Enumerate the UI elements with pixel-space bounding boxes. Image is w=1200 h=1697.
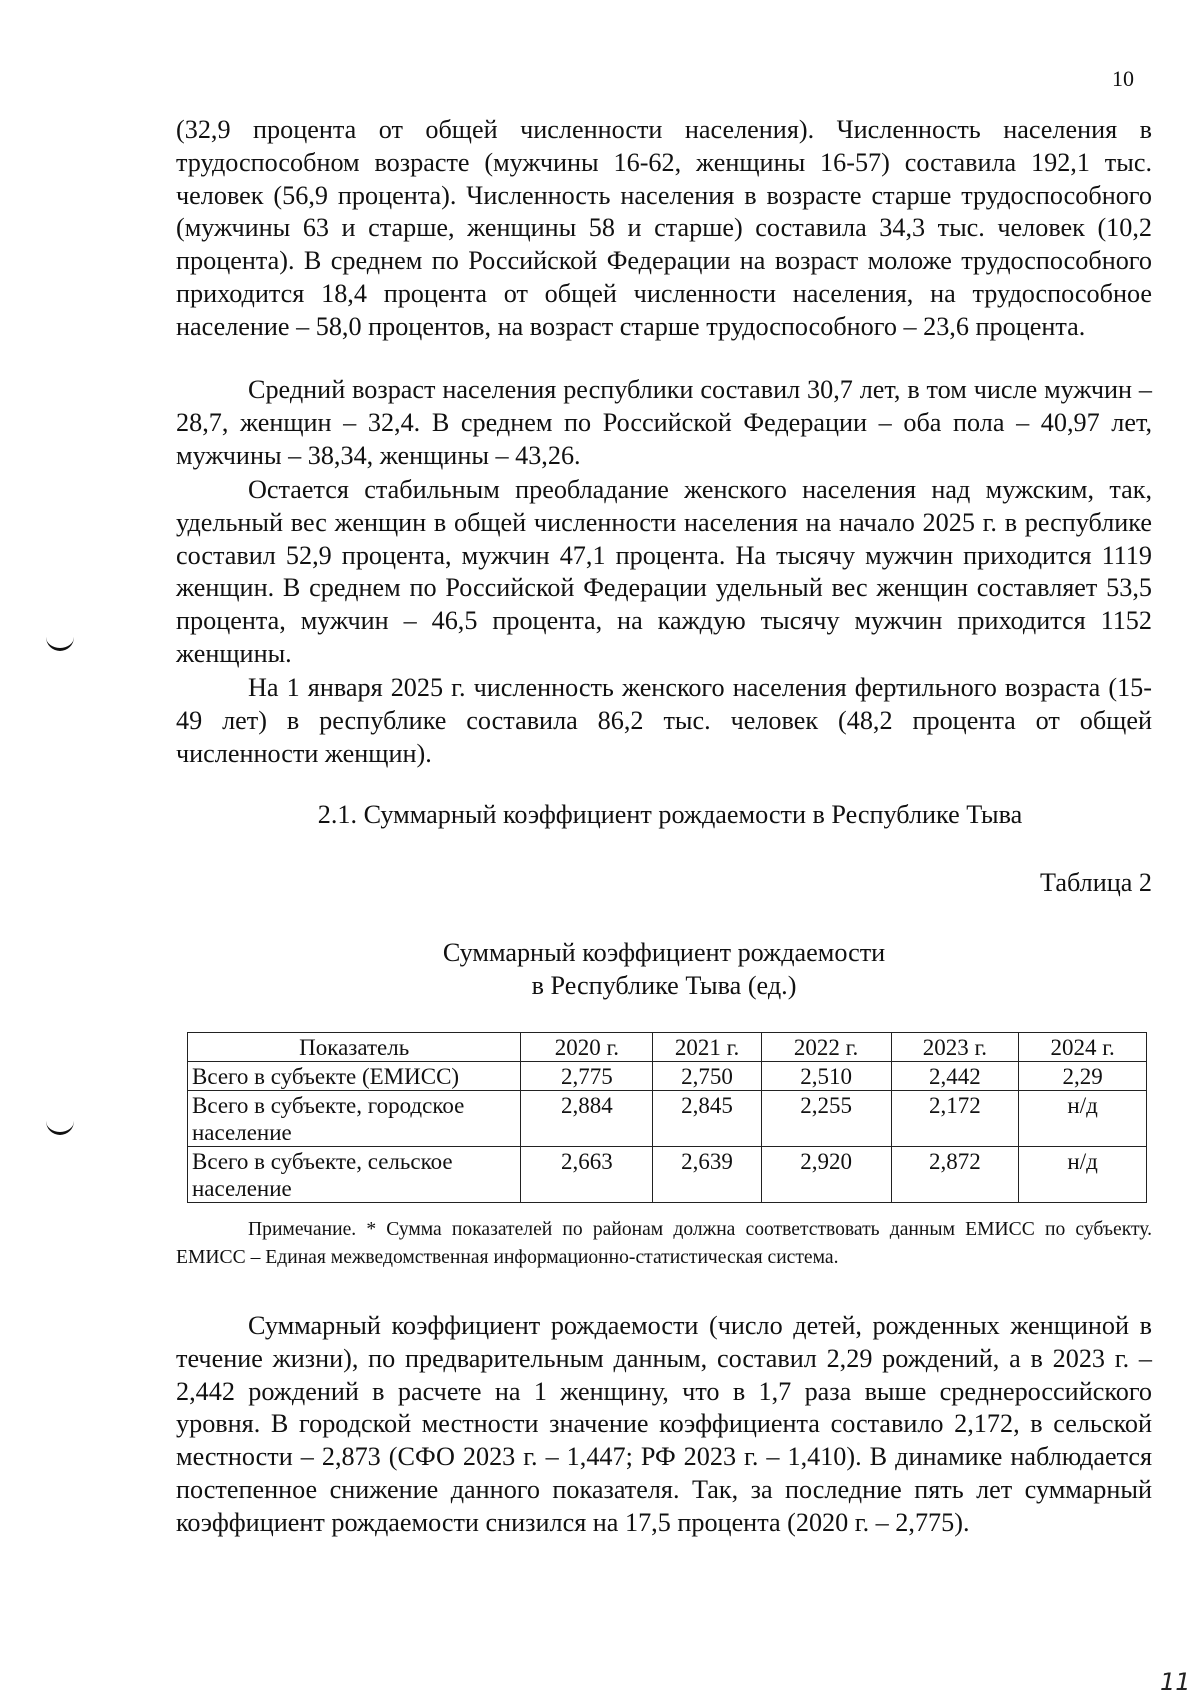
table-cell: 2,639	[653, 1147, 761, 1203]
table-cell: 2,750	[653, 1062, 761, 1091]
table-caption-line-1: Суммарный коэффициент рождаемости	[442, 938, 886, 967]
paragraph-3: Остается стабильным преобладание женского населения над мужским, так, удельный вес женщин в общей численности населения на начало 2025 г. в республике составил 52,9 процента, мужчин 47,1 процента. На тысячу мужчин приходится 1119 женщин. В среднем по Российской Федерации удельный вес женщин составляет 53,5 процента, мужчин – 46,5 процента, на каждую тысячу мужчин приходится 1152 женщины.	[176, 475, 1152, 668]
table-cell: 2,775	[521, 1062, 653, 1091]
table-label: Таблица 2	[1040, 868, 1152, 897]
header-2021: 2021 г.	[653, 1033, 761, 1062]
table-header-row	[188, 1033, 1147, 1062]
paragraph-4: На 1 января 2025 г. численность женского населения фертильного возраста (15-49 лет) в республике составила 86,2 тыс. человек (48,2 процента от общей численности женщин).	[176, 673, 1152, 768]
header-2024: 2024 г.	[1019, 1033, 1147, 1062]
section-title: 2.1. Суммарный коэффициент рождаемости в Республике Тыва	[317, 800, 1023, 829]
table-caption-line-2: в Республике Тыва (ед.)	[531, 971, 797, 1000]
table-row	[188, 1147, 1147, 1203]
paragraph-2: Средний возраст населения республики составил 30,7 лет, в том числе мужчин – 28,7, женщин – 32,4. В среднем по Российской Федерации – оба пола – 40,97 лет, мужчины – 38,34, женщины – 43,26.	[176, 375, 1152, 470]
table-cell: 2,510	[761, 1062, 891, 1091]
table-cell: н/д	[1019, 1147, 1147, 1203]
table-row	[188, 1062, 1147, 1091]
punch-mark-icon	[46, 636, 74, 651]
table-cell: 2,872	[891, 1147, 1019, 1203]
table-cell: 2,255	[761, 1091, 891, 1147]
header-indicator: Показатель	[188, 1033, 521, 1062]
table-cell: 2,884	[521, 1091, 653, 1147]
table-row	[188, 1091, 1147, 1147]
row-label: Всего в субъекте (ЕМИСС)	[188, 1062, 521, 1091]
header-2020: 2020 г.	[521, 1033, 653, 1062]
handwritten-mark: 11	[1160, 1668, 1191, 1696]
table-cell: 2,845	[653, 1091, 761, 1147]
row-label: Всего в субъекте, сельское население	[188, 1147, 521, 1203]
header-2023: 2023 г.	[891, 1033, 1019, 1062]
table-cell: 2,172	[891, 1091, 1019, 1147]
paragraph-5: Суммарный коэффициент рождаемости (число детей, рожденных женщиной в течение жизни), по предварительным данным, составил 2,29 рождений, а в 2023 г. – 2,442 рождений в расчете на 1 женщину, что в 1,7 раза выше среднероссийского уровня. В городской местности значение коэффициента составило 2,172, в сельской местности – 2,873 (СФО 2023 г. – 1,447; РФ 2023 г. – 1,410). В динамике наблюдается постепенное снижение данного показателя. Так, за последние пять лет суммарный коэффициент рождаемости снизился на 17,5 процента (2020 г. – 2,775).	[176, 1311, 1152, 1537]
fertility-table	[187, 1032, 1147, 1203]
table-cell: 2,442	[891, 1062, 1019, 1091]
table-cell: 2,920	[761, 1147, 891, 1203]
page-number: 10	[1112, 66, 1134, 91]
table-cell: 2,29	[1019, 1062, 1147, 1091]
header-2022: 2022 г.	[761, 1033, 891, 1062]
table-note: Примечание. * Сумма показателей по районам должна соответствовать данным ЕМИСС по субъекту. ЕМИСС – Единая межведомственная информационно-статистическая система.	[176, 1219, 1152, 1268]
row-label: Всего в субъекте, городское население	[188, 1091, 521, 1147]
table-cell: 2,663	[521, 1147, 653, 1203]
table-cell: н/д	[1019, 1091, 1147, 1147]
table-caption	[176, 936, 1152, 1002]
punch-mark-icon	[46, 1120, 74, 1135]
paragraph-1: (32,9 процента от общей численности населения). Численность населения в трудоспособном возрасте (мужчины 16-62, женщины 16-57) составила 192,1 тыс. человек (56,9 процента). Численность населения в возрасте старше трудоспособного (мужчины 63 и старше, женщины 58 и старше) составила 34,3 тыс. человек (10,2 процента). В среднем по Российской Федерации на возраст моложе трудоспособного приходится 18,4 процента от общей численности населения, на трудоспособное население – 58,0 процентов, на возраст старше трудоспособного – 23,6 процента.	[176, 115, 1152, 341]
